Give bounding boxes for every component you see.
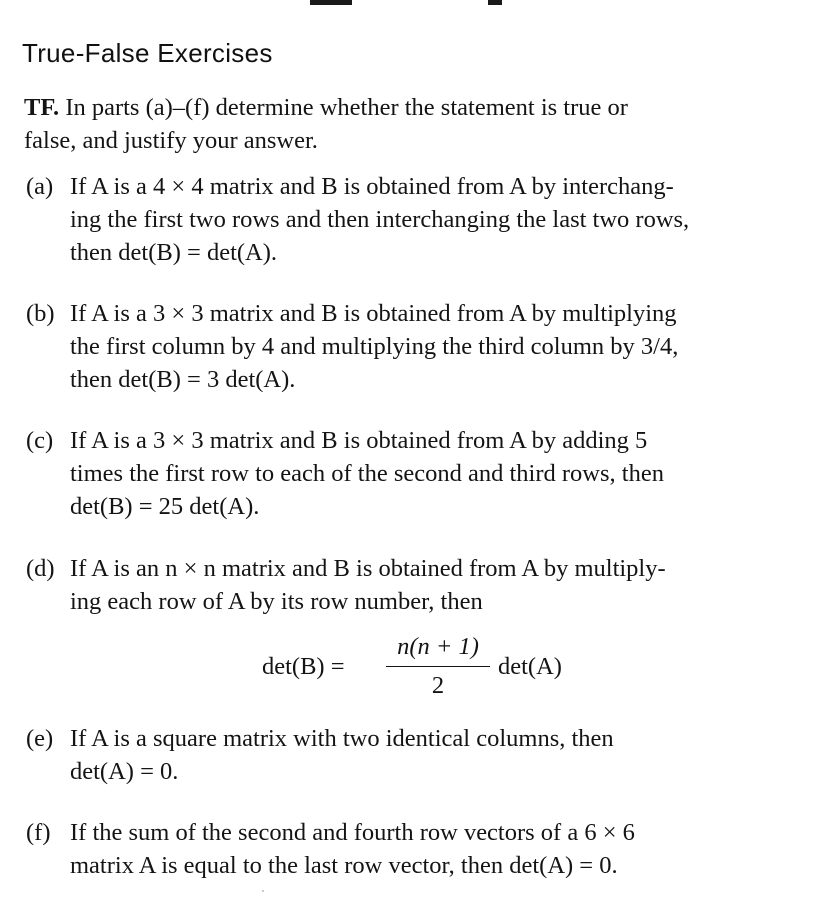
item-line: det(A) = 0. bbox=[70, 758, 179, 785]
item-line: If A is a 3 × 3 matrix and B is obtained from A by adding 5 bbox=[70, 427, 648, 454]
item-line: then det(B) = det(A). bbox=[70, 239, 278, 266]
fraction-denominator: 2 bbox=[431, 672, 445, 699]
item-line: If A is a square matrix with two identical columns, then bbox=[70, 725, 614, 752]
section-heading: True-False Exercises bbox=[22, 38, 273, 68]
paper-speck bbox=[262, 890, 264, 892]
fraction-numerator: n(n + 1) bbox=[397, 633, 479, 660]
item-line: matrix A is equal to the last row vector, then det(A) = 0. bbox=[70, 852, 618, 879]
item-tag: (f) bbox=[26, 819, 51, 846]
exercise-label: TF. bbox=[24, 94, 60, 121]
item-tag: (a) bbox=[26, 173, 54, 200]
exercise-item-c bbox=[26, 424, 774, 523]
item-line: det(B) = 25 det(A). bbox=[70, 493, 260, 520]
item-line: If the sum of the second and fourth row vectors of a 6 × 6 bbox=[70, 819, 635, 846]
equation-fraction bbox=[384, 628, 492, 705]
top-edge-mark-left bbox=[310, 0, 352, 5]
display-equation bbox=[262, 628, 592, 710]
item-line: times the first row to each of the second and third rows, then bbox=[70, 460, 664, 487]
exercise-item-f bbox=[26, 816, 774, 882]
intro-line-2: false, and justify your answer. bbox=[24, 127, 318, 154]
item-line: ing the first two rows and then interchanging the last two rows, bbox=[70, 206, 690, 233]
item-line: If A is a 4 × 4 matrix and B is obtained from A by interchang- bbox=[70, 173, 674, 200]
equation-rhs: det(A) bbox=[498, 653, 562, 680]
exercise-item-b bbox=[26, 297, 774, 396]
item-line: ing each row of A by its row number, then bbox=[70, 588, 483, 615]
item-line: the first column by 4 and multiplying the third column by 3/4, bbox=[70, 333, 679, 360]
item-line: If A is an n × n matrix and B is obtained from A by multiply- bbox=[70, 555, 666, 582]
equation-lhs: det(B) = bbox=[262, 653, 345, 680]
item-tag: (d) bbox=[26, 555, 55, 582]
exercise-item-e bbox=[26, 722, 774, 788]
exercise-item-d bbox=[26, 552, 774, 618]
item-line: If A is a 3 × 3 matrix and B is obtained from A by multiplying bbox=[70, 300, 677, 327]
intro-line-1 bbox=[24, 91, 772, 124]
exercise-intro bbox=[24, 91, 772, 157]
intro-line-1-text: In parts (a)–(f) determine whether the statement is true or bbox=[65, 94, 628, 121]
item-tag: (b) bbox=[26, 300, 55, 327]
exercise-item-a bbox=[26, 170, 774, 269]
item-tag: (c) bbox=[26, 427, 54, 454]
top-edge-mark-right bbox=[488, 0, 502, 5]
item-line: then det(B) = 3 det(A). bbox=[70, 366, 296, 393]
item-tag: (e) bbox=[26, 725, 54, 752]
